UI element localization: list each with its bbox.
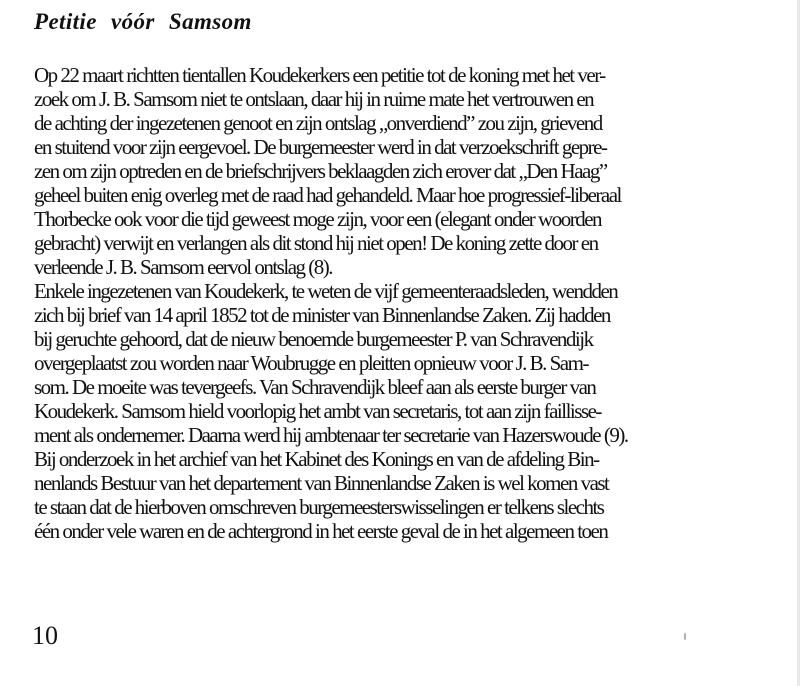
text-line: Thorbecke ook voor die tijd geweest moge zijn, voor een (elegant onder woorden — [34, 207, 602, 231]
text-line: zen om zijn optreden en de briefschrijvers beklaagden zich erover dat „Den Haag” — [34, 159, 607, 183]
text-line: som. De moeite was tevergeefs. Van Schravendijk bleef aan als eerste burger van — [34, 375, 596, 399]
text-line: gebracht) verwijt en verlangen als dit stond hij niet open! De koning zette door en — [34, 231, 598, 255]
text-line: nenlands Bestuur van het departement van Binnenlandse Zaken is wel komen vast — [34, 471, 609, 495]
body-text — [34, 63, 800, 543]
text-line: overgeplaatst zou worden naar Woubrugge en pleitten opnieuw voor J. B. Sam- — [34, 351, 588, 375]
text-line: Koudekerk. Samsom hield voorlopig het ambt van secretaris, tot aan zijn faillisse- — [34, 399, 601, 423]
text-line: ment als ondernemer. Daarna werd hij ambtenaar ter secretarie van Hazerswoude (9). — [34, 423, 628, 447]
text-line: verleende J. B. Samsom eervol ontslag (8). — [34, 255, 332, 279]
text-line: bij geruchte gehoord, dat de nieuw benoemde burgemeester P. van Schravendijk — [34, 327, 593, 351]
page-title: Petitie vóór Samsom — [34, 9, 252, 34]
text-line: geheel buiten enig overleg met de raad had gehandeld. Maar hoe progressief-liberaal — [34, 183, 621, 207]
text-line: en stuitend voor zijn eergevoel. De burgemeester werd in dat verzoekschrift gepre- — [34, 135, 607, 159]
page-number: 10 — [32, 621, 58, 650]
text-line: Enkele ingezetenen van Koudekerk, te weten de vijf gemeenteraadsleden, wendden — [34, 279, 618, 303]
text-line: Bij onderzoek in het archief van het Kabinet des Konings en van de afdeling Bin- — [34, 447, 599, 471]
scan-speck — [684, 633, 686, 640]
text-line: zoek om J. B. Samsom niet te ontslaan, daar hij in ruime mate het vertrouwen en — [34, 87, 594, 111]
text-line: één onder vele waren en de achtergrond in het eerste geval de in het algemeen toen — [34, 519, 608, 543]
text-line: de achting der ingezetenen genoot en zijn ontslag „onverdiend” zou zijn, grievend — [34, 111, 602, 135]
text-line: te staan dat de hierboven omschreven burgemeesterswisselingen er telkens slechts — [34, 495, 604, 519]
text-line: Op 22 maart richtten tientallen Koudekerkers een petitie tot de koning met het ver- — [34, 63, 605, 87]
text-line: zich bij brief van 14 april 1852 tot de minister van Binnenlandse Zaken. Zij hadden — [34, 303, 610, 327]
